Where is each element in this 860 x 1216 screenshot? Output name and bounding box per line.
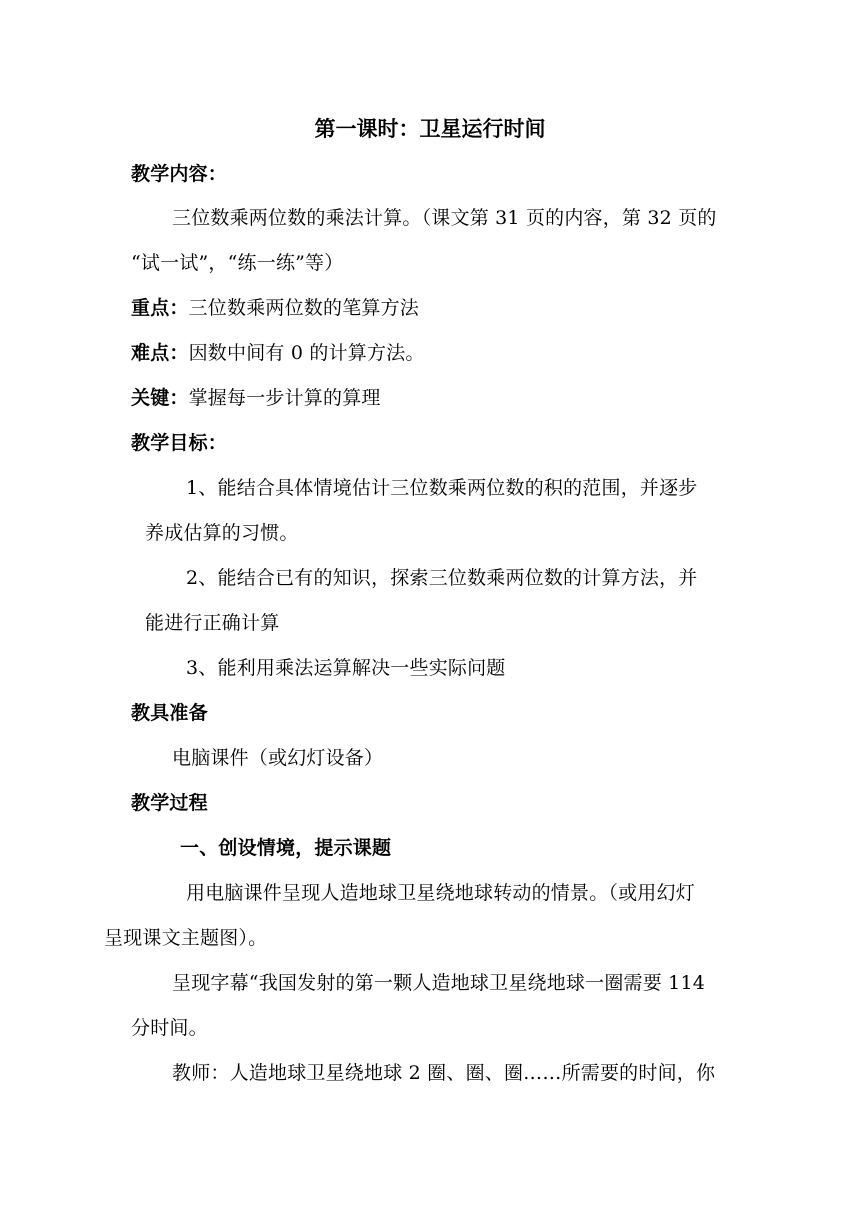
process-heading: 教学过程 <box>131 792 208 814</box>
content-text-line1: 三位数乘两位数的乘法计算。（课文第 31 页的内容，第 32 页的 <box>172 207 717 229</box>
difficulty-label: 难点： <box>131 342 189 364</box>
section1-heading: 一、创设情境，提示课题 <box>180 837 392 859</box>
difficulty-text: 因数中间有 0 的计算方法。 <box>188 342 425 364</box>
content-text-line2: “试一试”，“练一练”等） <box>131 252 344 274</box>
goal3: 3、能利用乘法运算解决一些实际问题 <box>186 657 506 679</box>
goals-heading: 教学目标： <box>131 432 228 454</box>
para2-line2: 分时间。 <box>131 1017 208 1039</box>
key-point-label: 重点： <box>131 297 189 319</box>
para2-line1: 呈现字幕“我国发射的第一颗人造地球卫星绕地球一圈需要 114 <box>172 972 706 994</box>
difficulty-row <box>131 341 425 365</box>
content-heading: 教学内容： <box>131 163 228 185</box>
prep-text: 电脑课件（或幻灯设备） <box>172 747 384 769</box>
key-point-row <box>131 296 419 320</box>
key-label: 关键： <box>131 387 189 409</box>
goal2-line2: 能进行正确计算 <box>145 612 280 634</box>
key-row <box>131 386 381 410</box>
document-title: 第一课时：卫星运行时间 <box>314 116 546 141</box>
para3-line1: 教师：人造地球卫星绕地球 2 圈、圈、圈……所需要的时间，你 <box>172 1062 716 1084</box>
prep-heading: 教具准备 <box>131 702 208 724</box>
key-point-text: 三位数乘两位数的笔算方法 <box>188 297 420 319</box>
goal1-line2: 养成估算的习惯。 <box>145 522 299 544</box>
para1-line1: 用电脑课件呈现人造地球卫星绕地球转动的情景。（或用幻灯 <box>186 882 695 904</box>
key-text: 掌握每一步计算的算理 <box>188 387 381 409</box>
goal2-line1: 2、能结合已有的知识，探索三位数乘两位数的计算方法，并 <box>186 567 698 589</box>
para1-line2: 呈现课文主题图）。 <box>104 927 268 949</box>
goal1-line1: 1、能结合具体情境估计三位数乘两位数的积的范围，并逐步 <box>186 477 698 499</box>
